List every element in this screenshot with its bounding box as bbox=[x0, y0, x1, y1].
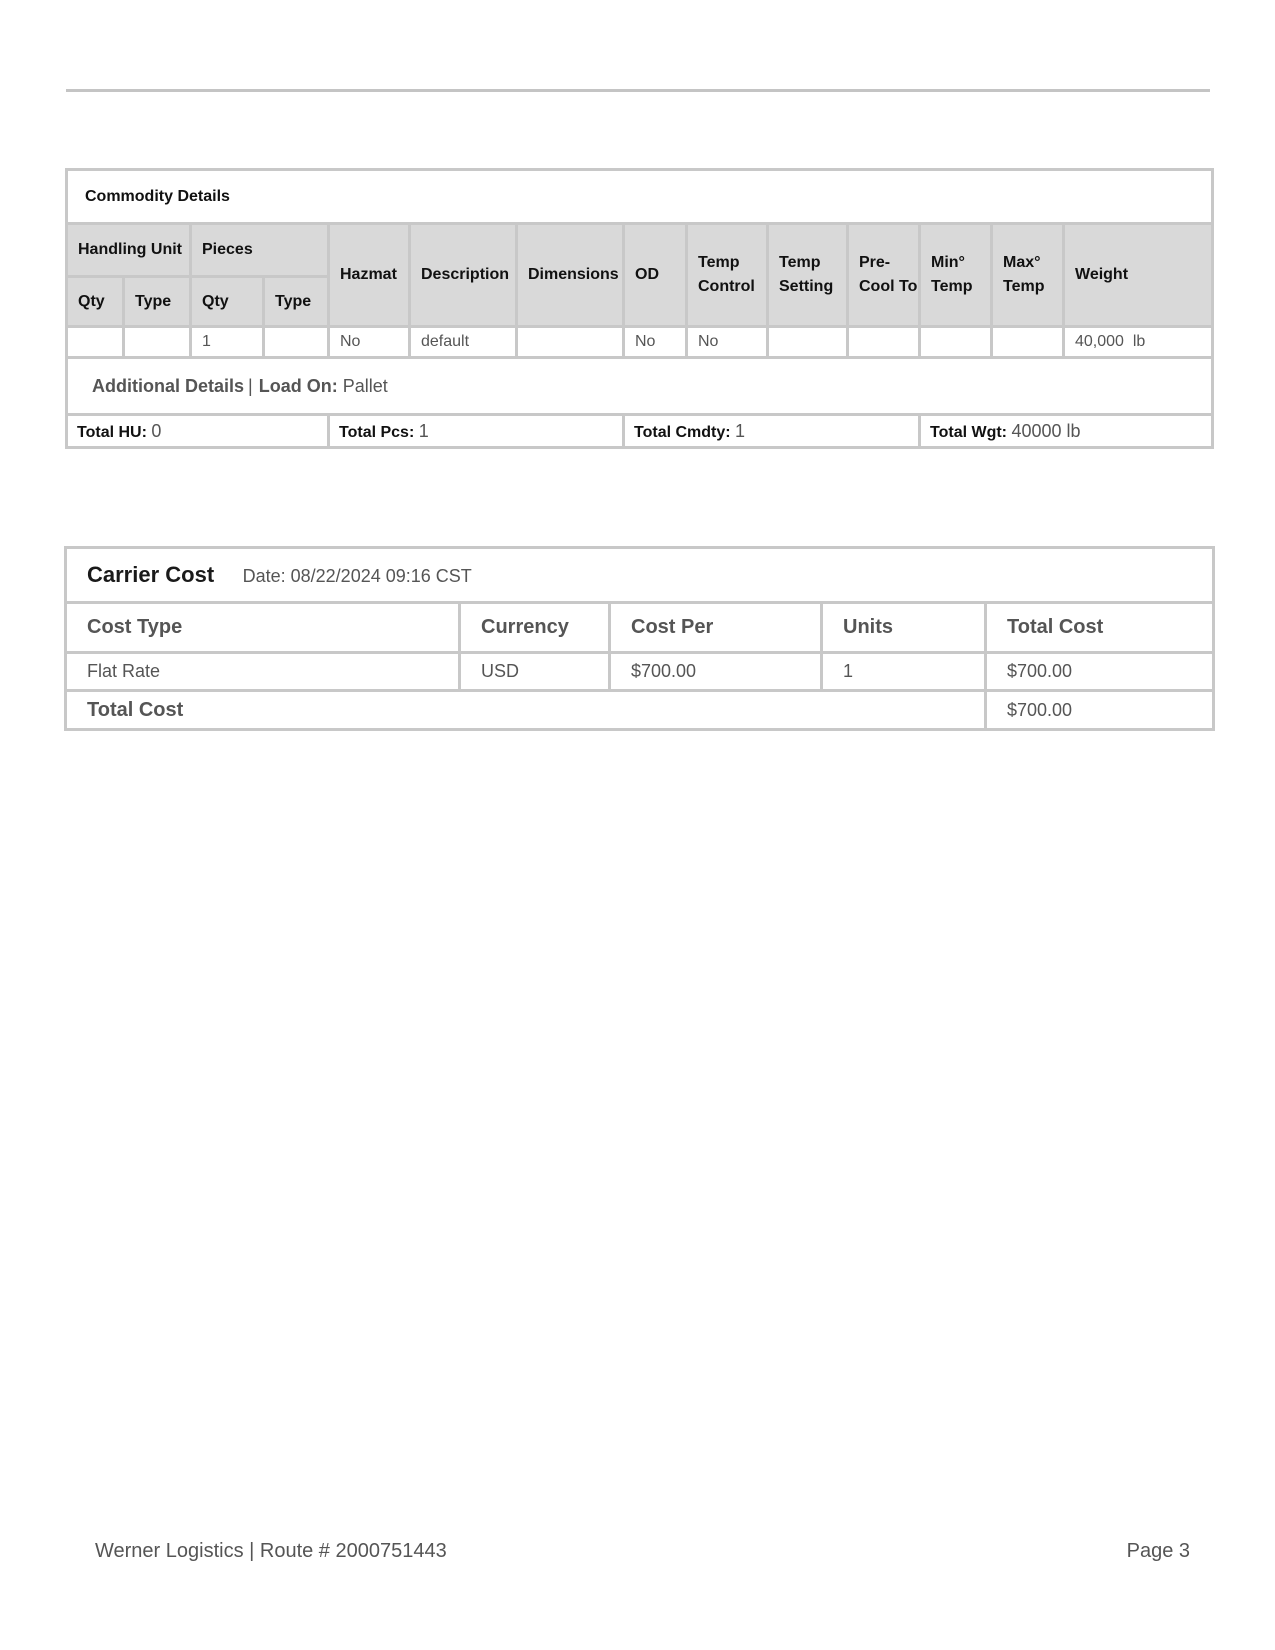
load-on-value: Pallet bbox=[342, 375, 388, 396]
header-hu-type: Type bbox=[124, 277, 191, 327]
header-currency: Currency bbox=[460, 603, 610, 653]
cell-temp-setting bbox=[768, 327, 848, 358]
header-handling-unit: Handling Unit bbox=[67, 224, 191, 277]
total-cost-value: $700.00 bbox=[986, 691, 1214, 730]
header-hazmat: Hazmat bbox=[329, 224, 410, 327]
header-cost-per: Cost Per bbox=[610, 603, 822, 653]
table-row bbox=[66, 653, 1214, 691]
cell-min-temp bbox=[920, 327, 992, 358]
cell-max-temp bbox=[992, 327, 1064, 358]
cell-currency: USD bbox=[460, 653, 610, 691]
cell-pc-type bbox=[264, 327, 329, 358]
top-divider bbox=[66, 89, 1210, 92]
cell-hazmat: No bbox=[329, 327, 410, 358]
load-on-label: Load On: bbox=[258, 375, 338, 396]
header-total-cost: Total Cost bbox=[986, 603, 1214, 653]
total-cmdty-value: 1 bbox=[735, 420, 746, 441]
commodity-totals-row bbox=[67, 415, 1213, 448]
header-temp-setting: Temp Setting bbox=[768, 224, 848, 327]
total-pcs-label: Total Pcs: bbox=[339, 423, 415, 441]
additional-details-row bbox=[67, 358, 1213, 415]
cell-pre-cool-to bbox=[848, 327, 920, 358]
header-pc-qty: Qty bbox=[191, 277, 264, 327]
carrier-cost-table bbox=[64, 546, 1215, 731]
total-cost-row bbox=[66, 691, 1214, 730]
header-max-temp: Max° Temp bbox=[992, 224, 1064, 327]
cell-units: 1 bbox=[822, 653, 986, 691]
additional-details-separator: | bbox=[248, 375, 253, 396]
header-od: OD bbox=[624, 224, 687, 327]
header-min-temp: Min° Temp bbox=[920, 224, 992, 327]
cell-hu-type bbox=[124, 327, 191, 358]
total-cost-label: Total Cost bbox=[66, 691, 986, 730]
cell-pc-qty: 1 bbox=[191, 327, 264, 358]
commodity-details-title: Commodity Details bbox=[67, 170, 1213, 224]
cell-total-cost: $700.00 bbox=[986, 653, 1214, 691]
cell-weight: 40,000 lb bbox=[1064, 327, 1213, 358]
header-cost-type: Cost Type bbox=[66, 603, 460, 653]
total-wgt-label: Total Wgt: bbox=[930, 423, 1008, 441]
header-dimensions: Dimensions bbox=[517, 224, 624, 327]
carrier-cost-date: Date: 08/22/2024 09:16 CST bbox=[242, 566, 472, 586]
footer-company-route: Werner Logistics | Route # 2000751443 bbox=[95, 1540, 447, 1562]
header-pre-cool-to: Pre-Cool To bbox=[848, 224, 920, 327]
cell-cost-per: $700.00 bbox=[610, 653, 822, 691]
cell-description: default bbox=[410, 327, 517, 358]
total-hu-label: Total HU: bbox=[77, 423, 147, 441]
header-description: Description bbox=[410, 224, 517, 327]
header-pieces: Pieces bbox=[191, 224, 329, 277]
carrier-cost-title: Carrier Cost bbox=[87, 562, 215, 587]
cell-od: No bbox=[624, 327, 687, 358]
cell-temp-control: No bbox=[687, 327, 768, 358]
cell-cost-type: Flat Rate bbox=[66, 653, 460, 691]
total-pcs-value: 1 bbox=[418, 420, 429, 441]
cell-hu-qty bbox=[67, 327, 124, 358]
total-hu-value: 0 bbox=[151, 420, 162, 441]
footer-page-number: Page 3 bbox=[1126, 1540, 1190, 1562]
header-weight: Weight bbox=[1064, 224, 1213, 327]
header-temp-control: Temp Control bbox=[687, 224, 768, 327]
total-cmdty-label: Total Cmdty: bbox=[634, 423, 731, 441]
header-hu-qty: Qty bbox=[67, 277, 124, 327]
commodity-row bbox=[67, 327, 1213, 358]
cell-dimensions bbox=[517, 327, 624, 358]
additional-details-label: Additional Details bbox=[92, 375, 245, 396]
header-pc-type: Type bbox=[264, 277, 329, 327]
total-wgt-value: 40000 lb bbox=[1011, 420, 1081, 441]
commodity-details-table bbox=[65, 168, 1214, 449]
header-units: Units bbox=[822, 603, 986, 653]
